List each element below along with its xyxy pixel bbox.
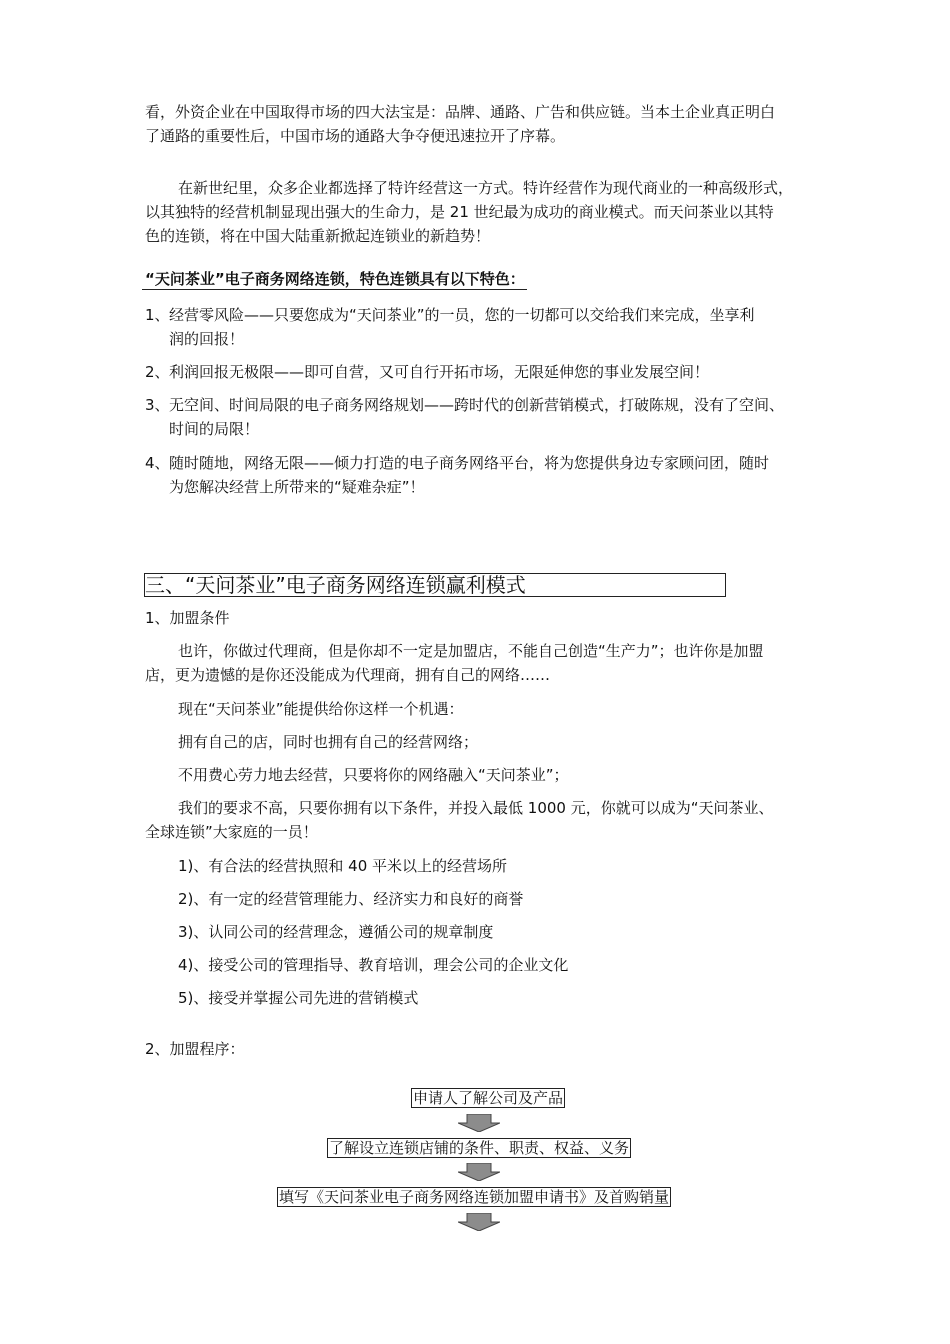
feature-line: 润的回报！ bbox=[169, 330, 245, 348]
condition-item: 3)、认同公司的经营理念，遵循公司的规章制度 bbox=[178, 923, 494, 941]
join-p5-line1: 我们的要求不高，只要你拥有以下条件，并投入最低 1000 元，你就可以成为“天问茶业、 bbox=[178, 799, 774, 817]
condition-item: 2)、有一定的经营管理能力、经济实力和良好的商誉 bbox=[178, 890, 524, 908]
flow-step-2: 了解设立连锁店铺的条件、职责、权益、义务 bbox=[329, 1139, 630, 1157]
join-paragraph-2: 现在“天问茶业”能提供给你这样一个机遇： bbox=[178, 700, 464, 718]
intro-p2-line1: 在新世纪里，众多企业都选择了特许经营这一方式。特许经营作为现代商业的一种高级形式， bbox=[178, 179, 794, 197]
join-paragraph-1 bbox=[145, 639, 855, 687]
down-arrow-icon bbox=[458, 1114, 500, 1132]
feature-number: 1、 bbox=[145, 306, 170, 324]
feature-line: 利润回报无极限——即可自营，又可自行开拓市场，无限延伸您的事业发展空间！ bbox=[169, 363, 710, 381]
section-3-heading: 三、“天问茶业”电子商务网络连锁赢利模式 bbox=[144, 573, 726, 597]
condition-item: 5)、接受并掌握公司先进的营销模式 bbox=[178, 989, 419, 1007]
feature-line: 无空间、时间局限的电子商务网络规划——跨时代的创新营销模式，打破陈规，没有了空间、 bbox=[169, 396, 785, 414]
features-title-text: “天问茶业”电子商务网络连锁，特色连锁具有以下特色： bbox=[145, 270, 525, 288]
feature-line: 经营零风险——只要您成为“天问茶业”的一员，您的一切都可以交给我们来完成，坐享利 bbox=[169, 306, 755, 324]
join-p5-line2: 全球连锁”大家庭的一员！ bbox=[145, 823, 318, 841]
intro-p1-line1: 看，外资企业在中国取得市场的四大法宝是：品牌、通路、广告和供应链。当本土企业真正明白 bbox=[145, 103, 776, 121]
intro-p2-line2: 以其独特的经营机制显现出强大的生命力，是 21 世纪最为成功的商业模式。而天问茶业以其特 bbox=[145, 203, 774, 221]
condition-item: 1)、有合法的经营执照和 40 平米以上的经营场所 bbox=[178, 857, 508, 875]
intro-paragraph-2 bbox=[145, 176, 855, 248]
join-paragraph-3: 拥有自己的店，同时也拥有自己的经营网络； bbox=[178, 733, 479, 751]
join-p1-line2: 店，更为遗憾的是你还没能成为代理商，拥有自己的网络…… bbox=[145, 666, 551, 684]
join-paragraph-4: 不用费心劳力地去经营，只要将你的网络融入“天问茶业”； bbox=[178, 766, 569, 784]
join-p1-line1: 也许，你做过代理商，但是你却不一定是加盟店，不能自己创造“生产力”；也许你是加盟 bbox=[178, 642, 764, 660]
condition-item: 4)、接受公司的管理指导、教育培训，理会公司的企业文化 bbox=[178, 956, 569, 974]
feature-line: 时间的局限！ bbox=[169, 420, 260, 438]
subheading-join-conditions: 1、加盟条件 bbox=[145, 609, 230, 627]
flow-step-3: 填写《天问茶业电子商务网络连锁加盟申请书》及首购销量 bbox=[279, 1188, 670, 1206]
feature-number: 4、 bbox=[145, 454, 170, 472]
features-title bbox=[145, 267, 525, 291]
feature-line: 为您解决经营上所带来的“疑难杂症”！ bbox=[169, 478, 425, 496]
features-title-underline bbox=[142, 289, 527, 290]
join-paragraph-5 bbox=[145, 796, 855, 844]
feature-line: 随时随地，网络无限——倾力打造的电子商务网络平台，将为您提供身边专家顾问团，随时 bbox=[169, 454, 770, 472]
feature-number: 3、 bbox=[145, 396, 170, 414]
down-arrow-icon bbox=[458, 1163, 500, 1181]
feature-number: 2、 bbox=[145, 363, 170, 381]
down-arrow-icon bbox=[458, 1213, 500, 1231]
flow-step-1: 申请人了解公司及产品 bbox=[413, 1089, 564, 1107]
intro-p2-line3: 色的连锁，将在中国大陆重新掀起连锁业的新趋势！ bbox=[145, 227, 491, 245]
subheading-join-procedure: 2、加盟程序： bbox=[145, 1040, 245, 1058]
intro-paragraph-1 bbox=[145, 100, 855, 148]
intro-p1-line2: 了通路的重要性后，中国市场的通路大争夺便迅速拉开了序幕。 bbox=[145, 127, 566, 145]
